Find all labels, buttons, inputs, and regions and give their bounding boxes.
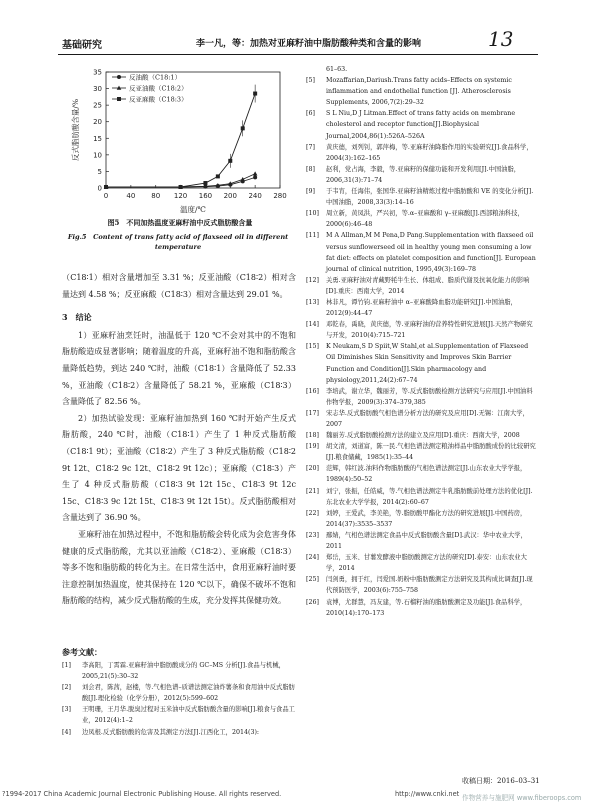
reference-number: [26] [306, 598, 319, 606]
reference-item [306, 75, 538, 108]
reference-number: [24] [306, 554, 319, 562]
x-tick-label: 160 [198, 192, 213, 200]
reference-text: 宋志华.反式脂肪酸气相色谱分析方法的研究及应用[D].无锡：江南大学，2007 [326, 409, 529, 428]
reference-item [306, 430, 538, 441]
reference-text: 黄庆德，刘列钊，郭萍梅，等.亚麻籽油降脂作用的实验研究[J].食品科学，2004(3):162–165 [326, 143, 533, 162]
reference-item [306, 574, 538, 596]
received-date: 收稿日期：2016–03–31 [462, 777, 540, 785]
legend-label: 反亚麻酸（C18:3） [129, 95, 188, 104]
reference-number: [7] [306, 143, 315, 151]
x-tick-label: 280 [273, 192, 287, 200]
reference-number: [8] [306, 165, 315, 173]
x-tick-label: 40 [126, 192, 136, 200]
legend-entry [112, 73, 181, 82]
reference-number: [1] [62, 662, 71, 669]
reference-item [306, 186, 538, 208]
y-tick-label: 35 [93, 68, 102, 77]
reference-number: [10] [306, 210, 319, 218]
reference-item [306, 463, 538, 485]
page-number: 13 [488, 27, 514, 51]
running-title: 李一凡，等：加热对亚麻籽油中脂肪酸种类和含量的影响 [196, 39, 422, 49]
references-right-list [306, 64, 538, 619]
reference-item [306, 597, 538, 619]
left-body-text [62, 270, 296, 610]
reference-item [306, 552, 538, 574]
section-heading-conclusion: 3 结论 [62, 312, 92, 323]
reference-text: 刘会君，陈茜，赵楼，等.气相色谱–质谱法测定油炸薯条和食用油中反式脂肪酸[J].理化检验（化学分册），2012(5):599–602 [82, 684, 295, 703]
reference-text: S L Niu,D J Litman.Effect of trans fatty acids on membrane cholesterol and receptor function[J].Biophysical Journal,2004,86(1):526A–526A [326, 110, 516, 140]
reference-text: 范辉，韩红波.油料作物脂肪酸的气相色谱法测定[J].山东农业大学学报，1989(4):50–52 [326, 465, 527, 484]
reference-number: [13] [306, 298, 319, 306]
legend-label: 反油酸（C18:1） [129, 73, 182, 82]
reference-number: [12] [306, 276, 319, 284]
reference-item [306, 319, 538, 341]
y-axis-label: 反式脂肪酸含量/% [71, 98, 80, 162]
reference-text: M A Allman,M M Pena,D Pang.Supplementation with flaxseed oil versus sunflowerseed oil in healthy young men consuming a low fat diet: effects on platelet composition and function[J]. European journal of clinical nutrition, 1995,49(3):169–78 [326, 232, 536, 273]
y-tick-label: 25 [93, 101, 102, 110]
reference-item [306, 230, 538, 274]
reference-item [306, 386, 538, 408]
reference-text: 王明珊，王月华.脱臭过程对玉米油中反式脂肪酸含量的影响[J].粮食与食品工业，2012(4):1–2 [82, 706, 295, 725]
y-tick-label: 20 [93, 118, 102, 127]
reference-number: [22] [306, 509, 319, 517]
reference-text: 闫剑勇，拥于红，闫爱国.奶粉中脂肪酸测定方法研究及其构成比调查[J].现代预防医学，2003(6):755–758 [326, 576, 533, 595]
reference-text: 61–63. [326, 66, 348, 73]
reference-text: 刘婷，王爱武，李美艳，等.脂肪酸甲酯化方法的研究进展[J].中国药房，2014(37):3535–3537 [326, 509, 527, 528]
reference-text: Mozaffarian,Dariush.Trans fatty acids–Effects on systemic inflammation and endothelial function [J]. Atherosclerosis Supplements, 2006,7(2):29–32 [326, 77, 512, 107]
reference-number: [17] [306, 409, 319, 417]
data-point [253, 171, 258, 175]
reference-text: 赵利，党占海，李毅，等.亚麻籽的保健功能和开发利用[J].中国油脂，2006,31(3):71–74 [326, 165, 521, 184]
x-tick-label: 120 [173, 192, 188, 200]
data-point [216, 174, 220, 178]
reference-item [306, 530, 538, 552]
series-line [106, 94, 255, 187]
figure-caption-en [58, 233, 298, 253]
x-tick-label: 80 [151, 192, 161, 200]
reference-item [306, 64, 538, 75]
reference-item [306, 108, 538, 141]
copyright-notice: ?1994-2017 China Academic Journal Electronic Publishing House. All rights reserved. [2, 790, 282, 798]
conclusion-paragraph-2: 2）加热试验发现：亚麻籽油加热到 160 ℃时开始产生反式脂肪酸，240 ℃时，油酸（C18∶1）产生了 1 种反式脂肪酸（C18∶1 9t）；亚油酸（C18∶2）产生了 3 种反式脂肪酸（C18∶2 9t 12t、C18∶2 9c 12t、C18∶2 9t 12c）；亚麻酸（C18∶3）产生了 4 种反式脂肪酸（C18∶3 9t 12t 15c、C18∶3 9t 12c 15c、C18∶3 9c 12t 15t、C18∶3 9t 12t 15t）。反式脂肪酸相对含量达到了 36.90 %。 [62, 413, 296, 523]
reference-item [62, 660, 296, 682]
reference-item [62, 727, 296, 738]
journal-section: 基础研究 [62, 40, 102, 51]
reference-item [306, 486, 538, 508]
x-tick-label: 200 [223, 192, 237, 200]
reference-text: 周立新，黄凤洪，严兴初，等.α–亚麻酸和 γ–亚麻酸[J].西部粮油科技，2000(6):46–48 [326, 210, 524, 229]
reference-number [306, 64, 326, 75]
reference-text: K Neukam,S D Spiit,W Stahl,et al.Supplementation of Flaxseed Oil Diminishes Skin Sensitivity and Improves Skin Barrier Function and Condition[J].Skin pharmacology and physiology,2011,24(2):67–74 [326, 343, 529, 384]
data-point [253, 175, 257, 179]
y-tick-label: 30 [93, 85, 102, 94]
figure-caption-en-line2: temperature [154, 242, 202, 251]
reference-number: [15] [306, 343, 319, 351]
reference-number: [6] [306, 110, 315, 118]
reference-number: [21] [306, 487, 319, 495]
x-tick-label: 240 [248, 192, 262, 200]
reference-number: [25] [306, 576, 319, 584]
reference-number: [19] [306, 443, 319, 451]
x-axis-label: 温度/℃ [180, 205, 206, 214]
reference-number: [23] [306, 531, 319, 539]
data-point [203, 181, 207, 185]
reference-number: [3] [62, 706, 71, 714]
legend-entry [112, 95, 188, 104]
cnki-url: http://www.cnki.net [395, 790, 460, 798]
watermark: 作物营养与施肥网 www.fiberoops.com [462, 794, 582, 802]
reference-number: [20] [306, 465, 319, 473]
reference-item [62, 682, 296, 704]
reference-text: 刘宁，张振，任皓威，等.气相色谱法测定牛乳脂肪酸前处理方法的优化[J].东北农业大学学报，2014(2):60–67 [326, 487, 533, 506]
reference-text: 边凤根.反式脂肪酸的危害及其测定方法[J].江西化工，2014(3): [82, 728, 260, 736]
references-heading: 参考文献： [62, 647, 102, 657]
reference-text: 鄢婧，气相色谱法测定食品中反式脂肪酸含量[D].武汉：华中农业大学，2011 [326, 531, 527, 551]
reference-item [306, 208, 538, 230]
header-rule [58, 54, 538, 55]
legend-entry [112, 84, 188, 93]
reference-number: [18] [306, 432, 319, 440]
y-tick-label: 5 [97, 167, 102, 176]
reference-number: [2] [62, 684, 71, 692]
data-point [179, 185, 183, 189]
reference-text: 魏丽芳.反式脂肪酸检测方法的建立及应用[D].重庆：西南大学，2008 [326, 432, 520, 440]
reference-text: 关勇.亚麻籽油对青藏野牦牛生长、体组成、脂质代谢及抗氧化能力的影响[D].重庆：西南大学，2014 [326, 276, 530, 295]
reference-item [62, 704, 296, 726]
reference-item [306, 408, 538, 430]
legend-label: 反亚油酸（C18:2） [129, 84, 188, 93]
x-tick-label: 0 [103, 192, 109, 200]
reference-item [306, 142, 538, 164]
reference-number: [4] [62, 728, 71, 736]
reference-number: [5] [306, 77, 315, 85]
y-tick-label: 15 [93, 134, 102, 143]
y-tick-label: 0 [97, 184, 102, 193]
data-point [104, 185, 108, 189]
reference-item [306, 164, 538, 186]
reference-number: [11] [306, 232, 319, 240]
reference-text: 邓乾春，禹晓，黄庆德，等.亚麻籽油的营养特性研究进展[J].天然产物研究与开发，2010(4):715–721 [326, 321, 533, 340]
reference-text: 李培武，谢立华，魏丽芳，等.反式脂肪酸检测方法研究与应用[J].中国油料作物学报，2009(3):374–379,385 [326, 387, 533, 406]
reference-number: [14] [306, 321, 319, 329]
reference-item [306, 441, 538, 463]
reference-item [306, 508, 538, 530]
chart-legend [112, 73, 188, 104]
reference-number: [16] [306, 387, 319, 395]
reference-text: 袁博，尤群慧，冯友建，等.石榴籽油的脂肪酸测定及功能[J].食品科学，2010(14):170–173 [326, 598, 527, 617]
references-left-list [62, 660, 296, 738]
reference-item [306, 297, 538, 319]
results-continuation: （C18∶1）相对含量增加至 3.31 %；反亚油酸（C18∶2）相对含量达到 4.58 %；反亚麻酸（C18∶3）相对含量达到 29.01 %。 [62, 273, 296, 299]
figure-caption-en-line1: Fig.5 Content of trans fatty acid of flaxseed oil in different [67, 233, 289, 241]
data-point [117, 97, 121, 101]
reference-item [306, 341, 538, 385]
figure-caption-cn: 图5 不同加热温度亚麻籽油中反式脂肪酸含量 [107, 218, 253, 227]
reference-text: 李高阳，丁霄霖.亚麻籽油中脂肪酸成分的 GC–MS 分析[J].食品与机械，2005,21(5):30–32 [82, 662, 285, 681]
y-tick-label: 10 [93, 151, 102, 160]
conclusion-paragraph-3: 亚麻籽油在加热过程中，不饱和脂肪酸会转化成为会危害身体健康的反式脂肪酸，尤其以亚油酸（C18∶2）、亚麻酸（C18∶3）等多不饱和脂肪酸的转化为主。在日常生活中，食用亚麻籽油时要注意控制加热温度，使其保持在 120 ℃以下，确保不破坏不饱和脂肪酸的结构，减少反式脂肪酸的生成，充分发挥其保健功效。 [62, 529, 296, 606]
data-point [117, 75, 121, 79]
reference-number: [9] [306, 188, 315, 196]
reference-text: 郑岳，玉米、甘薯发酵液中脂肪酸测定方法的研究[D].泰安：山东农业大学，2014 [326, 554, 527, 573]
trans-fatty-acid-chart [66, 64, 292, 218]
reference-text: 林非凡，谭竹钧.亚麻籽油中 α–亚麻酸降血脂功能研究[J].中国油脂，2012(9):44–47 [326, 298, 517, 318]
conclusion-paragraph-1: 1）亚麻籽油烹饪时，油温低于 120 ℃不会对其中的不饱和脂肪酸造成显著影响；随着温度的升高，亚麻籽油不饱和脂肪酸含量降低趋势，到达 240 ℃时，油酸（C18∶1）含量降低了 52.33 %，亚油酸（C18∶2）含量降低了 58.21 %，亚麻酸（C18∶3）含量降低了 82.56 %。 [62, 330, 296, 407]
reference-text: 胡文清，刘道富，陈一民.气相色谱法测定粮油样品中脂肪酸成份的比较研究[J].粮食储藏，1985(1):35–44 [326, 443, 536, 462]
reference-item [306, 275, 538, 297]
reference-text: 于韦宵，任海伟，张国华.亚麻籽油精炼过程中脂肪酸和 VE 的变化分析[J].中国油脂，2008,33(3):14–16 [326, 188, 534, 207]
